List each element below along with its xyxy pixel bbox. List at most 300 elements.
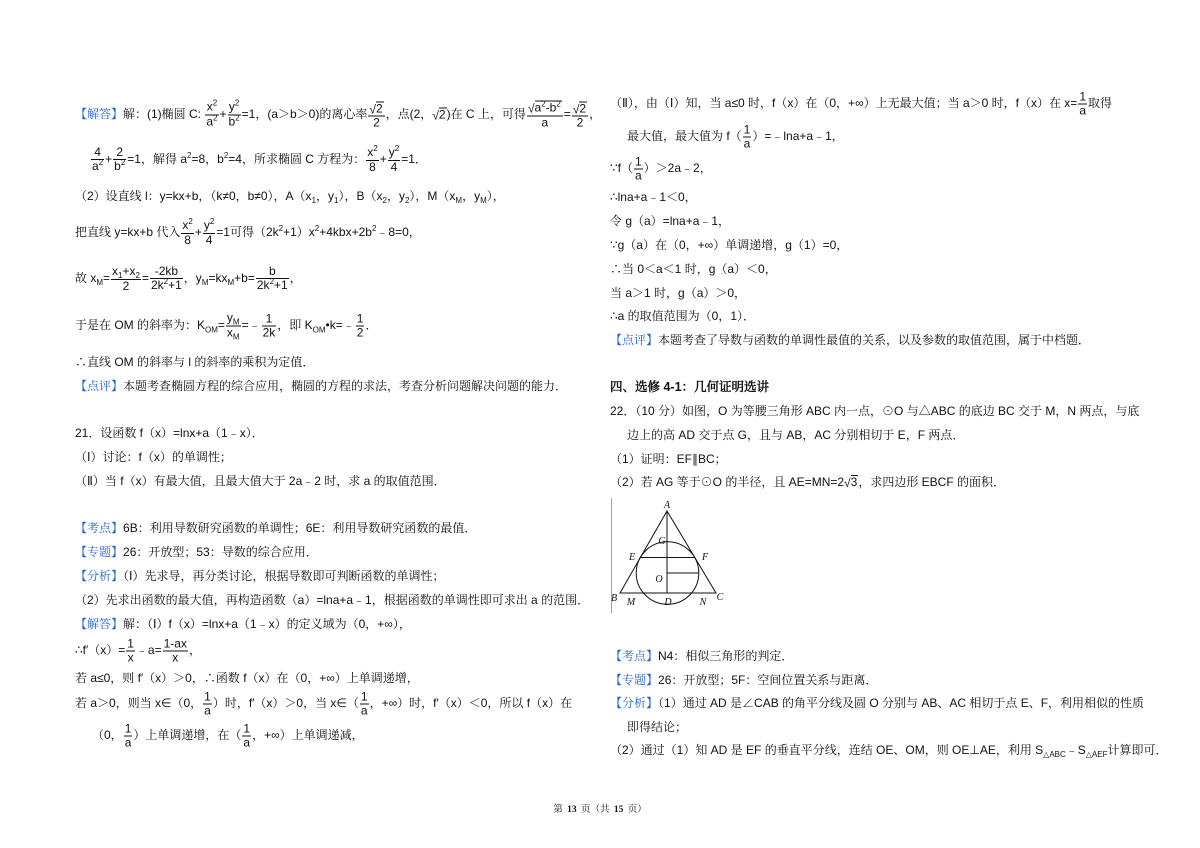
denominator [226, 327, 241, 341]
text-run: 2 [356, 325, 364, 340]
subscript: 2 [404, 196, 410, 205]
problem-statement [610, 403, 1139, 419]
text-run: 2 [438, 107, 446, 122]
fraction [572, 101, 588, 129]
text-run: y [388, 145, 395, 159]
superscript: 2 [278, 224, 284, 234]
numerator [181, 219, 193, 234]
text-run: = [563, 107, 571, 122]
superscript: 2 [235, 113, 240, 123]
text-run: +b= [234, 271, 255, 286]
text-run: ，y [183, 271, 202, 286]
text-run: 1-ax [163, 636, 187, 651]
text-run: ）， [486, 189, 505, 203]
text-run: （Ⅰ）先求导，再分类讨论，根据导数即可判断函数的单调性； [123, 569, 445, 583]
superscript: 2 [188, 217, 193, 226]
fraction [91, 146, 104, 174]
subscript: △ABC [1043, 750, 1066, 759]
text-run: ∵g（a）在（0，+∞）单调递增，g（1）=0， [610, 238, 849, 252]
text-run: x [112, 264, 119, 278]
square-root [528, 101, 562, 116]
subscript: M [96, 278, 104, 288]
radical-sign: √ [369, 102, 376, 116]
numerator [388, 146, 400, 161]
numerator [242, 723, 251, 737]
section-label: 【分析】 [610, 696, 659, 710]
answer-line [75, 616, 411, 632]
text-run: x [172, 650, 179, 665]
answer-line [75, 670, 419, 686]
text-run: b [114, 159, 121, 173]
text-run: )在 C 上，可得 [446, 107, 526, 122]
fraction [126, 638, 135, 665]
text-run: =1，解得 a [127, 152, 187, 167]
radicand [579, 101, 587, 114]
subscript: M [201, 278, 209, 288]
denominator [743, 138, 752, 151]
point-label-m: M [626, 597, 636, 608]
answer-line [75, 638, 201, 665]
radicand [376, 101, 384, 114]
text-run: 1 [1079, 89, 1086, 104]
text-run: （0， [92, 728, 123, 743]
fraction [356, 313, 365, 340]
analysis-line [610, 695, 1144, 711]
text-run: =1可得（2k [216, 225, 279, 240]
text-run: a [360, 703, 368, 718]
text-run: N4：相似三角形的判定． [658, 649, 794, 663]
answer-line [75, 265, 302, 293]
footer-total-pages: 15 [613, 805, 624, 815]
fraction [366, 146, 378, 174]
subscript: M [480, 196, 487, 205]
text-run: a [92, 159, 99, 173]
text-run: 2k [256, 278, 270, 292]
text-run: ﹣8=0， [376, 225, 421, 240]
answer-line [610, 156, 712, 183]
point-label-e: E [628, 552, 636, 563]
fraction [743, 124, 752, 151]
text-run: a [1079, 103, 1086, 118]
text-run: -b [545, 100, 557, 115]
comment-line [75, 378, 567, 394]
answer-line [75, 691, 572, 718]
denominator [113, 160, 126, 174]
numerator [262, 313, 277, 327]
problem-part-1 [610, 451, 727, 467]
answer-line [610, 213, 730, 229]
analysis-line [75, 568, 445, 584]
text-run: x [226, 325, 233, 340]
text-run: ，y [386, 189, 405, 203]
fraction [228, 98, 241, 130]
numerator [743, 124, 752, 138]
denominator [203, 234, 215, 247]
fraction [634, 156, 643, 183]
fraction [163, 638, 188, 665]
point-label-c: C [716, 592, 724, 603]
text-run: 2 [576, 115, 584, 129]
text-run: 2 [373, 115, 380, 129]
numerator [366, 146, 378, 161]
text-run: +4kbx+2b [319, 225, 372, 240]
knowledge-point-line [75, 520, 476, 536]
fraction [527, 101, 563, 130]
radical-sign: √ [527, 101, 535, 116]
radical-sign: √ [572, 102, 580, 116]
text-run: 解：(1)椭圆 C: [123, 107, 205, 122]
denominator [1078, 105, 1087, 118]
text-run: （Ⅰ）讨论：f（x）的单调性； [75, 450, 232, 464]
text-run: + [379, 152, 387, 167]
text-run: x [127, 650, 134, 665]
text-run: +1）x [283, 225, 315, 240]
superscript: 2 [209, 217, 215, 226]
text-run: 26：开放型；53：导数的综合应用． [123, 545, 318, 559]
right-column [604, 0, 1200, 848]
point-label-o: O [655, 574, 663, 585]
point-label-n: N [699, 597, 707, 608]
text-run: y [203, 218, 210, 232]
denominator [388, 161, 400, 174]
text-run: 1 [127, 636, 134, 651]
problem-part-2 [610, 474, 1005, 490]
text-run: =﹣ [241, 318, 261, 333]
point-label-g: G [658, 536, 666, 547]
text-run: 1 [265, 311, 273, 326]
text-run: +1 [274, 278, 288, 292]
fraction [1078, 91, 1087, 118]
numerator [111, 265, 141, 280]
text-run: a [534, 100, 542, 115]
text-run: =4，所求椭圆 C 方程为： [228, 152, 366, 167]
problem-part-2 [75, 473, 446, 489]
subscript: M [455, 196, 463, 205]
fraction [205, 98, 218, 130]
text-run: 2 [375, 101, 383, 115]
numerator [572, 101, 588, 116]
text-run: ）=﹣lna+a﹣1， [752, 129, 844, 144]
fraction [360, 691, 369, 718]
numerator [163, 638, 188, 652]
text-run: 即得结论； [627, 720, 688, 734]
page-footer [0, 801, 1200, 815]
numerator [527, 101, 563, 117]
text-run: ），M（x [409, 189, 456, 203]
subscript: △AEF [1085, 750, 1108, 759]
subscript: OM [312, 325, 326, 335]
text-run: （2）通过（1）知 AD 是 EF 的垂直平分线，连结 OE、OM，则 OE⊥AE，利用 S [610, 743, 1044, 757]
denominator [368, 116, 384, 129]
text-run: y [228, 99, 235, 114]
subscript: 1 [118, 271, 123, 280]
answer-line [610, 285, 746, 301]
superscript: 2 [556, 99, 561, 109]
problem-statement [627, 427, 964, 443]
numerator [124, 723, 133, 737]
text-run: （2）先求出函数的最大值，再构造函数（a）=lna+a﹣1，根据函数的单调性即可求出 a 的范围． [75, 593, 590, 607]
denominator [256, 279, 289, 293]
section-label: 【考点】 [610, 649, 659, 663]
answer-line [627, 124, 844, 151]
denominator [527, 117, 563, 130]
text-run: 2k [262, 325, 276, 340]
fraction [388, 146, 400, 174]
text-run: ，求四边形 EBCF 的面积． [858, 475, 1006, 489]
text-run: 4 [94, 145, 101, 159]
section-label: 【专题】 [75, 545, 124, 559]
fraction [242, 723, 251, 750]
text-run: ，y [316, 189, 335, 203]
point-label-d: D [664, 597, 672, 608]
text-run: =1，(a＞b＞0)的离心率 [241, 107, 368, 122]
text-run: （1）通过 AD 是∠CAB 的角平分线及圆 O 分别与 AB、AC 相切于点 E、F，利用相似的性质 [658, 696, 1145, 710]
subscript: OM [205, 325, 218, 335]
text-run: 最大值，最大值为 f（ [627, 129, 742, 144]
radical-sign: √ [844, 476, 851, 490]
text-run: = [103, 271, 111, 286]
text-run: a [243, 735, 251, 750]
analysis-line [75, 592, 589, 608]
square-root [432, 106, 446, 122]
text-run: ∴f′（x）= [75, 643, 126, 658]
text-run: 1 [356, 311, 364, 326]
answer-line [75, 98, 602, 130]
denominator [205, 113, 218, 130]
point-label-a: A [663, 500, 671, 511]
text-run: a [634, 168, 642, 183]
footer-middle: 页（共 [580, 805, 610, 815]
text-run: y [226, 310, 233, 325]
text-run: 2 [579, 101, 587, 115]
text-run: 计算即可． [1107, 743, 1168, 757]
comment-line [610, 332, 1090, 348]
section-heading [610, 379, 769, 395]
text-run: 1 [634, 154, 642, 169]
numerator [226, 312, 241, 327]
text-run: a [541, 115, 549, 130]
answer-line [75, 188, 505, 206]
text-run: ）＞2a﹣2， [643, 161, 712, 176]
text-run: ）时，f′（x）＞0，当 x∈（ [212, 696, 359, 711]
numerator [360, 691, 369, 705]
footer-page-number: 13 [567, 805, 577, 815]
text-run: 把直线 y=kx+b 代入 [75, 225, 181, 240]
footer-prefix: 第 [553, 805, 563, 815]
fraction [113, 146, 126, 174]
superscript: 2 [373, 144, 378, 153]
text-run: 26：开放型；5F：空间位置关系与距离． [658, 673, 878, 687]
superscript: 2 [187, 151, 192, 161]
text-run: （1）证明：EF∥BC； [610, 452, 727, 466]
text-run: 若 a＞0，则当 x∈（0， [75, 696, 203, 711]
analysis-line [627, 719, 687, 735]
text-run: ，y [462, 189, 481, 203]
superscript: 2 [541, 99, 546, 109]
fraction [368, 101, 384, 129]
text-run: a [124, 735, 132, 750]
text-run: ﹣S [1065, 743, 1086, 757]
fraction [256, 265, 289, 293]
superscript: 2 [371, 224, 377, 234]
text-run: + [219, 107, 227, 122]
text-run: ， [289, 271, 302, 286]
numerator [126, 638, 135, 652]
text-run: =1． [401, 152, 427, 167]
numerator [634, 156, 643, 170]
text-run: ， [589, 107, 602, 122]
superscript: 2 [213, 113, 218, 123]
fraction [150, 265, 183, 293]
problem-statement [75, 425, 264, 441]
denominator [203, 705, 212, 718]
radical-sign: √ [432, 108, 439, 123]
fraction [124, 723, 133, 750]
text-run: 当 a＞1 时，g（a）＞0， [610, 286, 747, 300]
subscript: 1 [311, 196, 317, 205]
fraction [226, 312, 241, 341]
numerator [368, 101, 384, 116]
radicand [439, 107, 447, 120]
text-run: = [141, 271, 149, 286]
denominator [124, 737, 133, 750]
text-run: a [743, 136, 751, 151]
geometry-figure [604, 494, 729, 616]
topic-line [75, 544, 318, 560]
superscript: 2 [394, 144, 400, 153]
text-run: 4 [390, 160, 398, 174]
numerator [356, 313, 365, 327]
text-run: 故 x [75, 271, 97, 286]
denominator [634, 170, 643, 183]
superscript: 2 [223, 151, 229, 161]
footer-suffix: 页） [627, 805, 647, 815]
superscript: 2 [163, 277, 169, 286]
answer-line [610, 261, 777, 277]
text-run: ，即 K [277, 318, 313, 333]
text-run: x [182, 218, 189, 232]
superscript: 2 [314, 224, 320, 234]
text-run: 本题考查了导数与函数的单调性最值的关系，以及参数的取值范围，属于中档题． [658, 333, 1091, 347]
text-run: 3 [850, 475, 858, 489]
text-run: +1 [168, 278, 182, 292]
text-run: 8 [184, 233, 191, 247]
numerator [203, 219, 215, 234]
text-run: + [194, 225, 202, 240]
text-run: 2 [116, 145, 124, 159]
text-run: 取得 [1088, 96, 1113, 111]
text-run: 令 g（a）=lna+a﹣1， [610, 214, 731, 228]
text-run: 本题考查椭圆方程的综合应用，椭圆的方程的求法，考查分析问题解决问题的能力． [123, 379, 568, 393]
text-run: ∴a 的取值范围为（0，1）． [610, 309, 755, 323]
section-label: 【解答】 [75, 617, 124, 631]
text-run: 解：（Ⅰ）f（x）=lnx+a（1﹣x）的定义域为（0，+∞）， [123, 617, 411, 631]
text-run: = [217, 318, 225, 333]
denominator [366, 161, 378, 174]
text-run: 1 [743, 122, 751, 137]
text-run: 于是在 OM 的斜率为：K [75, 318, 206, 333]
text-run: x [206, 99, 213, 114]
denominator [228, 113, 241, 130]
point-label-b: B [610, 593, 618, 604]
denominator [242, 737, 251, 750]
superscript: 2 [98, 158, 104, 167]
answer-line [75, 312, 377, 341]
text-run: ∴lna+a﹣1＜0， [610, 190, 697, 204]
knowledge-point-line [610, 648, 793, 664]
text-run: 四、选修 4-1：几何证明选讲 [610, 380, 770, 394]
subscript: M [227, 278, 235, 288]
denominator [126, 652, 135, 665]
answer-line [610, 91, 1112, 118]
text-run: （Ⅱ）当 f（x）有最大值，且最大值大于 2a﹣2 时，求 a 的取值范围． [75, 474, 446, 488]
text-run: a [204, 703, 211, 718]
text-run: + [105, 152, 113, 167]
superscript: 2 [234, 98, 240, 108]
fraction [181, 219, 193, 247]
denominator [111, 280, 141, 293]
answer-line [610, 189, 697, 205]
text-run: 1 [124, 721, 132, 736]
text-run: 若 a≤0，则 f′（x）＞0，∴函数 f（x）在（0，+∞）上单调递增， [75, 671, 419, 685]
answer-line [75, 219, 421, 247]
subscript: M [232, 332, 240, 342]
text-run: =8，b [191, 152, 224, 167]
section-label: 【解答】 [75, 107, 124, 122]
numerator [203, 691, 212, 705]
denominator [572, 116, 588, 129]
topic-line [610, 672, 877, 688]
denominator [262, 327, 277, 340]
section-label: 【考点】 [75, 521, 124, 535]
text-run: 8 [369, 160, 376, 174]
section-label: 【专题】 [610, 673, 659, 687]
denominator [360, 705, 369, 718]
text-run: +x [122, 264, 136, 278]
text-run: ，点(2， [385, 107, 433, 122]
square-root [844, 474, 858, 490]
section-label: 【分析】 [75, 569, 124, 583]
denominator [181, 234, 193, 247]
text-run: x [367, 145, 374, 159]
fraction [111, 265, 141, 293]
text-run: ∴直线 OM 的斜率与 l 的斜率的乘积为定值． [75, 355, 315, 369]
text-run: 1 [243, 721, 251, 736]
text-run: ，+∞）上单调递减， [252, 728, 364, 743]
text-run: ． [365, 318, 378, 333]
subscript: 2 [135, 271, 140, 280]
text-run: 2k [150, 278, 164, 292]
text-run: （2）设直线 l：y=kx+b，（k≠0，b≠0），A（x [75, 189, 312, 203]
text-run: ，+∞）时，f′（x）＜0，所以 f（x）在 [369, 696, 573, 711]
text-run: 22．（10 分）如图，O 为等腰三角形 ABC 内一点，⊙O 与△ABC 的底边 BC 交于 M，N 两点，与底 [610, 404, 1140, 418]
text-run: （2）若 AG 等于⊙O 的半径，且 AE=MN=2 [610, 475, 845, 489]
text-run: ∵f（ [610, 161, 633, 176]
text-run: ﹣a= [135, 643, 162, 658]
text-run: ）上单调递增，在（ [133, 728, 242, 743]
superscript: 2 [269, 277, 275, 286]
problem-part-1 [75, 449, 232, 465]
denominator [91, 160, 104, 174]
denominator [150, 279, 183, 293]
section-label: 【点评】 [75, 379, 124, 393]
section-label: 【点评】 [610, 333, 659, 347]
subscript: 2 [382, 196, 387, 205]
text-run: •k=﹣ [325, 318, 355, 333]
subscript: M [232, 317, 240, 327]
point-label-f: F [701, 552, 709, 563]
text-run: a [206, 114, 214, 129]
